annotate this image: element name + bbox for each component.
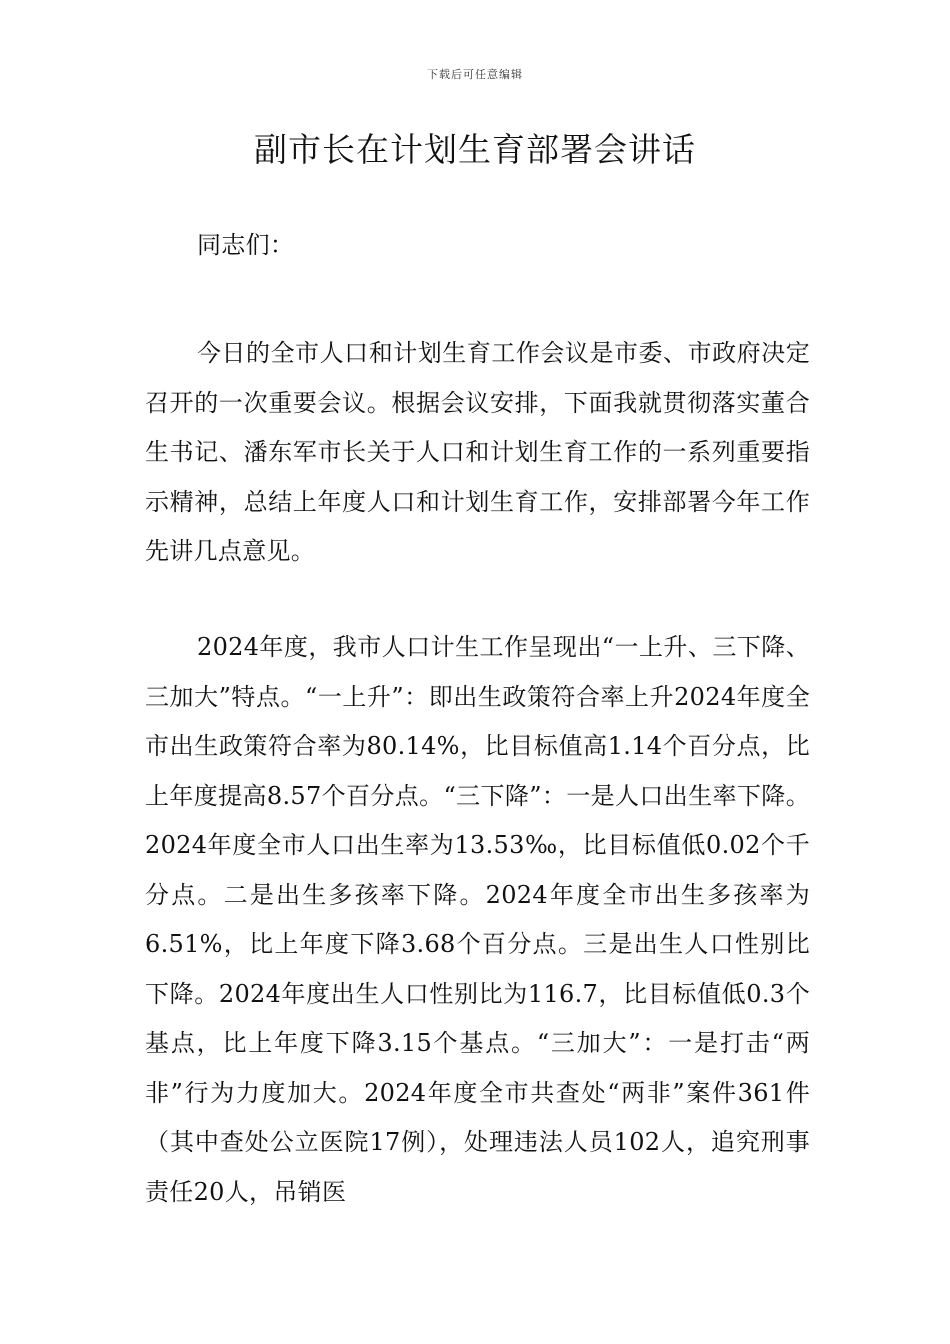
paragraph-1: 今日的全市人口和计划生育工作会议是市委、市政府决定召开的一次重要会议。根据会议安排，下面我就贯彻落实董合生书记、潘东军市长关于人口和计划生育工作的一系列重要指示精神，总结上年度人口和计划生育工作，安排部署今年工作先讲几点意见。 [145,339,810,565]
salutation: 同志们： [197,231,295,259]
document-title: 副市长在计划生育部署会讲话 [254,130,696,169]
paragraph-2: 2024年度，我市人口计生工作呈现出“一上升、三下降、三加大”特点。“一上升”：即出生政策符合率上升2024年度全市出生政策符合率为80.14%，比目标值高1.14个百分点，比上年度提高8.57个百分点。“三下降”：一是人口出生率下降。2024年度全市人口出生率为13.53‰，比目标值低0.02个千分点。二是出生多孩率下降。2024年度全市出生多孩率为6.51%，比上年度下降3.68个百分点。三是出生人口性别比下降。2024年度出生人口性别比为116.7，比目标值低0.3个基点，比上年度下降3.15个基点。“三加大”：一是打击“两非”行为力度加大。2024年度全市共查处“两非”案件361件（其中查处公立医院17例），处理违法人员102人，追究刑事责任20人，吊销医 [145,633,810,1206]
header-note: 下载后可任意编辑 [427,68,523,81]
